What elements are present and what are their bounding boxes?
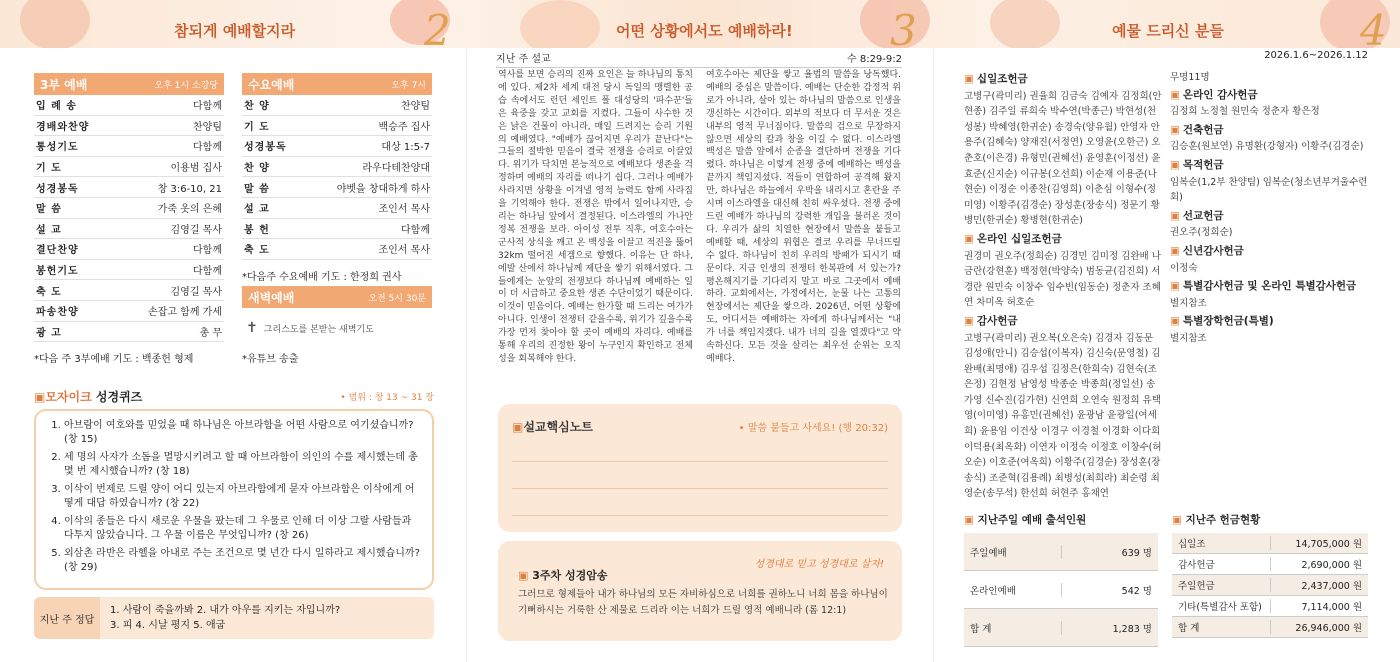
offering-column-left — [964, 70, 1164, 505]
row-value: 김영길 목사 — [170, 224, 222, 236]
row-value: 찬양팀 — [401, 101, 430, 113]
square-icon: ▣ — [1170, 158, 1180, 171]
table-row — [242, 116, 432, 137]
header-banner — [0, 0, 1400, 48]
table-row — [34, 136, 224, 157]
offering-rows — [1172, 533, 1368, 638]
page-divider — [933, 48, 934, 662]
summary-value: 2,437,000 원 — [1270, 578, 1362, 592]
note-dawn: *유튜브 송출 — [242, 354, 299, 365]
table-row — [34, 301, 224, 322]
row-value: 이용범 집사 — [170, 163, 222, 175]
summary-label: 감사헌금 — [1178, 560, 1215, 571]
offering-group-head — [1170, 244, 1370, 260]
table-title: 3부 예배 — [40, 77, 88, 92]
verse-sub: 성경대로 믿고 성경대로 살자! — [754, 559, 884, 570]
table-row — [34, 239, 224, 260]
row-value: 조인서 목사 — [378, 245, 430, 257]
quiz-item: 3. 이삭이 번제로 드릴 양이 어디 있는지 아브라함에게 묻자 아브라함은 이삭에게 어떻게 대답 하였습니까? (창 22) — [64, 483, 420, 511]
note-sub: • 말씀 붙들고 사세요! (행 20:32) — [738, 423, 888, 434]
row-label: 찬 양 — [244, 101, 270, 113]
table-row — [242, 136, 432, 157]
page4-title: 예물 드리신 분들 — [1112, 22, 1224, 40]
row-value: 가죽 옷의 은혜 — [157, 204, 222, 216]
square-icon: ▣ — [964, 514, 974, 526]
table-row — [34, 177, 224, 198]
row-value: 백승주 집사 — [378, 121, 430, 133]
square-icon: ▣ — [518, 569, 529, 582]
quiz-title: 성경퀴즈 — [95, 390, 143, 404]
flower-decor — [520, 0, 600, 48]
cross-icon: ✝ — [246, 320, 258, 336]
row-value: 야벳을 창대하게 하사 — [336, 183, 430, 195]
summary-value: 2,690,000 원 — [1270, 557, 1362, 571]
table-row — [242, 157, 432, 178]
note-wed: *다음주 수요예배 기도 : 한정희 권사 — [242, 272, 402, 283]
quiz-box — [34, 409, 434, 590]
row-label: 설 교 — [36, 224, 62, 236]
row-value: 조인서 목사 — [378, 204, 430, 216]
group-names: 권경미 권오주(정희순) 김경민 김미정 김완배 나금란(강현훈) 백정현(박양숙) 범동균(김진희) 서경란 원민숙 이창수 임수빈(임동순) 정춘자 조혜연 차미옥 허호순 — [964, 250, 1161, 309]
table-title: 새벽예배 — [248, 290, 295, 305]
quiz-brand: 모자이크 — [45, 390, 92, 404]
summary-row — [964, 571, 1158, 609]
table-row — [34, 95, 224, 116]
table-row — [34, 219, 224, 240]
table-row — [242, 177, 432, 198]
row-label: 봉 헌 — [244, 224, 270, 236]
summary-label: 십일조 — [1178, 539, 1206, 550]
group-names: 고병구(곽미리) 권오복(오은숙) 김경자 김동문 김성애(안니) 김승섭(이복자) 김신숙(문영철) 김완배(최명애) 김우섭 김정은(한희숙) 김현숙(조은정) 김현정 남영성 박종순 박종희(정일선) 송가영 신수진(김가현) 신연희 오연숙 원정희 유택영(이미영) 유홍민(권혜선) 윤광남 윤광일(여세희) 윤용임 이건상 이경구 이경철 이경화 이다희 이덕용(최옥화) 이연자 이정숙 이정호 이창수(허오순) 이호준(여옥희) 이황주(김경순) 장성훈(장송식) 조준혁(김용례) 최병성(최희라) 최순령 최영순(송무석) 한선희 허현주 홍채연 — [964, 332, 1162, 500]
offering-group-head — [1170, 123, 1370, 139]
summary-row — [964, 609, 1158, 647]
verse-box — [498, 541, 902, 641]
table-row — [34, 260, 224, 281]
table-row — [34, 322, 224, 343]
row-value: 총 무 — [199, 327, 222, 339]
summary-label: 합 계 — [970, 623, 992, 635]
group-names: 임복순(1,2부 찬양팀) 임복순(청소년부겨울수련회) — [1170, 176, 1368, 204]
table-row — [242, 219, 432, 240]
sermon-ref: 수 8:29-9:2 — [847, 54, 902, 65]
table-time: 오후 7시 — [391, 80, 426, 91]
page3-number: 3 — [890, 6, 917, 48]
row-label: 성경봉독 — [36, 183, 79, 195]
table-header — [34, 73, 224, 95]
row-label: 경배와찬양 — [36, 121, 90, 133]
table-row — [34, 198, 224, 219]
verse-text: 그러므로 형제들아 내가 하나님의 모든 자비하심으로 너희를 권하노니 너희 몸을 하나님이 기뻐하시는 거룩한 산 제물로 드리라 이는 너희가 드릴 영적 예배니라 (롬 12:1) — [518, 589, 888, 616]
page4-number: 4 — [1360, 6, 1387, 48]
offering-table — [1172, 512, 1368, 638]
dawn-logo-text: 그리스도를 본받는 새벽기도 — [263, 324, 374, 335]
square-icon: ▣ — [1170, 244, 1180, 257]
verse-title: 3주차 성경암송 — [532, 569, 608, 582]
row-label: 설 교 — [244, 204, 270, 216]
quiz-item: 4. 이삭의 종들은 다시 새로운 우물을 팠는데 그 우물로 인해 더 이상 그랄 사람들과 다투지 않았습니다. 그 우물 이름은 무엇입니까? (창 26) — [64, 515, 420, 543]
summary-row — [1172, 596, 1368, 617]
row-value: 다함께 — [193, 245, 222, 257]
answer-box — [34, 597, 434, 639]
page-divider — [466, 48, 467, 662]
summary-value: 26,946,000 원 — [1270, 620, 1362, 634]
offering-date: 2026.1.6~2026.1.12 — [1264, 50, 1368, 61]
table-time: 오후 1시 소강당 — [154, 80, 218, 91]
row-value: 라우다테찬양대 — [362, 163, 430, 175]
summary-label: 주일헌금 — [1178, 581, 1215, 592]
attendance-title: 지난주일 예배 출석인원 — [977, 514, 1087, 526]
square-icon: ▣ — [1170, 88, 1180, 101]
row-label: 광 고 — [36, 327, 62, 339]
sermon-note-box — [498, 404, 902, 532]
page2-number: 2 — [424, 6, 451, 48]
group-title: 십일조헌금 — [976, 73, 1028, 85]
offering-group-head — [964, 72, 1164, 88]
group-title: 특별감사헌금 및 온라인 특별감사헌금 — [1182, 280, 1357, 293]
square-icon: ▣ — [964, 232, 974, 245]
service-table-wed — [242, 73, 432, 260]
service-table-dawn — [242, 286, 432, 348]
row-label: 말 씀 — [36, 204, 62, 216]
note-title: 설교핵심노트 — [523, 420, 593, 434]
table-row — [242, 198, 432, 219]
table-title: 수요예배 — [248, 77, 295, 92]
summary-row — [1172, 554, 1368, 575]
row-value: 다함께 — [193, 266, 222, 278]
group-title: 신년감사헌금 — [1182, 244, 1244, 257]
summary-value: 7,114,000 원 — [1270, 599, 1362, 613]
row-value: 다함께 — [401, 224, 430, 236]
offering-group-head — [964, 314, 1164, 330]
row-label: 통성기도 — [36, 142, 79, 154]
row-label: 기 도 — [244, 121, 270, 133]
sermon-column-1: 역사를 보면 승리의 진짜 요인은 늘 하나님의 통치에 있다. 제2차 세계 대전 당시 독일의 맹렬한 공습 속에서도 런던 세인트 폴 대성당의 '파수꾼'들은 육중을 갖고 교회를 지켰다. 그들이 사수한 것은 낡은 건물이 아니라, 매일 드려지는 승리 기원의 예배였다. "예배가 끊어지면 우리가 끝난다"는 그들의 절박한 믿음이 결국 전쟁을 승리로 이끌었다. 위기가 닥치면 본능적으로 예배보다 생존을 걱정하며 예배의 자리를 떠나기 쉽다. 그러나 예배가 사라지면 상황을 이겨낼 영적 능력도 함께 사라짐을 기억해야 한다. 전쟁은 밖에서 일어나지만, 승리는 하나님 앞에서 결정된다. 이스라엘의 가나안 정복 전쟁을 보라. 아이성 전투 직후, 여호수아는 군사적 상식을 깨고 온 백성을 이끌고 적진을 뚫어 32km 떨어진 세겜으로 향했다. 이유는 단 하나, 에발 산에서 하나님께 제단을 쌓기 위해서였다. 그들에게는 눈앞의 전쟁보다 하나님께 예배하는 일이 더 시급하고 중요한 생존 수단이었기 때문이다. 이것이 믿음이다. 예배는 한가할 때 드리는 여가가 아니다. 인생이 전쟁터 같을수록, 위기가 깊을수록 가장 먼저 찾아야 할 곳이 예배의 자리다. 예배를 통해 우리의 진정한 왕이 누구인지 확인하고 전체성을 회복해야 한다. — [498, 70, 693, 364]
group-title: 건축헌금 — [1182, 123, 1224, 136]
offering-group-head — [1170, 158, 1370, 174]
quiz-item: 5. 외삼촌 라반은 라헬을 아내로 주는 조건으로 몇 년간 다시 일하라고 제시했습니까? (창 29) — [64, 547, 420, 575]
offering-group-head — [1170, 209, 1370, 225]
square-icon: ▣ — [1170, 209, 1180, 222]
answer-label: 지난 주 정답 — [34, 597, 100, 639]
group-names: 이정숙 — [1170, 262, 1198, 274]
row-label: 결단찬양 — [36, 245, 79, 257]
sermon-header — [496, 50, 902, 68]
square-icon: ▣ — [1170, 315, 1180, 328]
summary-label: 합 계 — [1178, 623, 1200, 634]
row-label: 입 례 송 — [36, 101, 77, 113]
summary-label: 온라인예배 — [970, 585, 1016, 597]
sermon-column-2: 여호수아는 제단을 쌓고 율법의 말씀을 낭독했다. 예배의 중심은 말씀이다. 예배는 단순한 감정적 위로가 아니라, 살아 있는 하나님의 말씀으로 인생을 갱신하는 시간이다. 외부의 적보다 더 무서운 것은 내부의 영적 무너짐이다. 말씀의 검으로 무장하지 않으면 세상의 칼과 창을 이길 수 없다. 이스라엘 백성은 말씀 앞에서 순종을 결단하며 전쟁을 기다렸다. 하나님은 이렇게 전쟁 중에 예배하는 백성을 끝까지 책임지셨다. 적들이 연합하여 공격해 왔지만, 하나님은 하늘에서 우박을 내리시고 혼란을 주시며 이스라엘을 대신해 친히 싸우셨다. 전쟁 중에 드린 예배가 하나님의 강력한 개입을 불러온 것이다. 우리가 삶의 치열한 현장에서 말씀을 붙들고 예배할 때, 세상의 위협은 결코 우리를 무너뜨릴 수 없다. 하나님이 친히 우리의 방패가 되시기 때문이다. 지금 인생의 전쟁터 한복판에 서 있는가? 평온해지기를 기다리지 말고 바로 그곳에서 예배하라. 교회에서는, 가정에서는, 눈물 나는 고통의 현장에서는 제단을 쌓으라. 2026년, 어떤 상황에도, 어디서든 예배하는 자에게 하나님께서는 "내가 너를 책임지겠다. 내가 너의 길을 열겠다"고 약속하신다. 모든 것을 살리는 최우선 순위는 오직 예배다. — [706, 70, 901, 364]
table-row — [242, 239, 432, 260]
group-title: 목적헌금 — [1182, 158, 1224, 171]
group-names: 별지참조 — [1170, 332, 1207, 344]
square-icon: ▣ — [964, 73, 974, 85]
row-value: 창 3:6-10, 21 — [157, 183, 222, 195]
table-row — [242, 95, 432, 116]
group-title: 온라인 십일조헌금 — [976, 232, 1062, 245]
row-label: 성경봉독 — [244, 142, 287, 154]
group-names: 별지참조 — [1170, 297, 1207, 309]
dawn-logo — [242, 308, 432, 348]
table-header — [242, 286, 432, 308]
group-names: 고병구(곽미리) 권율희 김금숙 김예자 김정희(안현종) 김주일 류희숙 박수연(박종근) 박현성(천성봉) 박혜영(한귀순) 송경숙(양유월) 안영자 안용주(김혜숙) 양재진(서정연) 오영윤(오한근) 오춘호(이은경) 유형민(권혜선) 윤영훈(이정선) 윤효준(신지순) 이규봉(오선희) 이순재 이용준(나현순) 이정순 이종찬(김영희) 이춘심 이형수(정미영) 이황주(김경순) 장성훈(장송식) 정문기 황병민(한귀순) 황병현(한귀순) — [964, 90, 1162, 227]
offering-group-head — [1170, 314, 1370, 330]
note-3rd: *다음 주 3부예배 기도 : 백종헌 형제 — [34, 354, 194, 365]
table-rows — [242, 95, 432, 260]
row-value: 대상 1:5-7 — [381, 142, 430, 154]
row-value: 다함께 — [193, 101, 222, 113]
note-line — [512, 488, 888, 489]
quiz-list — [48, 419, 420, 575]
group-title: 온라인 감사헌금 — [1182, 88, 1258, 101]
quiz-item: 1. 아브람이 여호와를 믿었을 때 하나님은 아브라함을 어떤 사람으로 여기셨습니까? (창 15) — [64, 419, 420, 447]
quiz-header — [34, 388, 434, 405]
row-value: 다함께 — [193, 142, 222, 154]
offering-group-head — [964, 232, 1164, 248]
table-row — [34, 157, 224, 178]
table-header — [242, 73, 432, 95]
row-label: 말 씀 — [244, 183, 270, 195]
note-line — [512, 461, 888, 462]
flower-decor — [990, 0, 1060, 48]
page2-title: 참되게 예배할지라 — [174, 22, 296, 40]
note-line — [512, 515, 888, 516]
attendance-rows — [964, 533, 1158, 647]
row-value: 손잡고 함께 가세 — [148, 307, 222, 319]
square-icon: ▣ — [1170, 280, 1180, 293]
row-label: 축 도 — [36, 286, 62, 298]
summary-label: 주일예배 — [970, 547, 1007, 559]
group-names: 권오주(정희순) — [1170, 227, 1233, 239]
answer-line: 3. 피 4. 시날 평지 5. 애굽 — [110, 620, 226, 631]
attendance-table — [964, 512, 1158, 647]
service-table-3rd — [34, 73, 224, 342]
group-names: 김승훈(원보연) 유명환(강형자) 이황주(김경순) — [1170, 141, 1364, 153]
summary-value: 639 명 — [1061, 545, 1152, 559]
row-label: 축 도 — [244, 245, 270, 257]
summary-row — [1172, 617, 1368, 638]
anonymous-count: 무명11명 — [1170, 72, 1210, 83]
row-label: 기 도 — [36, 163, 62, 175]
summary-value: 542 명 — [1061, 583, 1152, 597]
group-names: 김정희 노정철 원민숙 정춘자 황은정 — [1170, 106, 1320, 118]
square-icon: ▣ — [1170, 123, 1180, 136]
row-value: 찬양팀 — [193, 121, 222, 133]
summary-label: 기타(특별감사 포함) — [1178, 602, 1262, 613]
square-icon: ▣ — [34, 390, 46, 404]
square-icon: ▣ — [1172, 514, 1182, 526]
quiz-range: • 범위 : 창 13 ~ 31 장 — [340, 393, 434, 403]
offering-column-right — [1170, 70, 1370, 350]
offering-group-head — [1170, 88, 1370, 104]
summary-value: 14,705,000 원 — [1270, 536, 1362, 550]
square-icon: ▣ — [512, 420, 524, 434]
summary-row — [964, 533, 1158, 571]
page3-title: 어떤 상황에서도 예배하라! — [616, 22, 793, 40]
summary-value: 1,283 명 — [1061, 621, 1152, 635]
offering-title: 지난주 헌금현황 — [1185, 514, 1261, 526]
sermon-label: 지난 주 설교 — [496, 54, 551, 65]
answer-line: 1. 사람이 죽을까봐 2. 내가 아우를 지키는 자입니까? — [110, 605, 341, 616]
table-rows — [34, 95, 224, 342]
square-icon: ▣ — [964, 314, 974, 327]
flower-decor — [20, 0, 90, 48]
table-row — [34, 116, 224, 137]
row-label: 봉헌기도 — [36, 266, 79, 278]
summary-row — [1172, 533, 1368, 554]
summary-row — [1172, 575, 1368, 596]
quiz-item: 2. 세 명의 사자가 소돔을 멸망시키려고 할 때 아브라함이 의인의 수를 제시했는데 총 몇 번 제시했습니까? (창 18) — [64, 451, 420, 479]
group-title: 선교헌금 — [1182, 209, 1224, 222]
table-row — [34, 280, 224, 301]
table-time: 오전 5시 30분 — [368, 293, 426, 304]
row-value: 김영길 목사 — [170, 286, 222, 298]
row-label: 찬 양 — [244, 163, 270, 175]
offering-group-head — [1170, 279, 1370, 295]
group-title: 감사헌금 — [976, 314, 1018, 327]
group-title: 특별장학헌금(특별) — [1182, 315, 1274, 328]
row-label: 파송찬양 — [36, 307, 79, 319]
